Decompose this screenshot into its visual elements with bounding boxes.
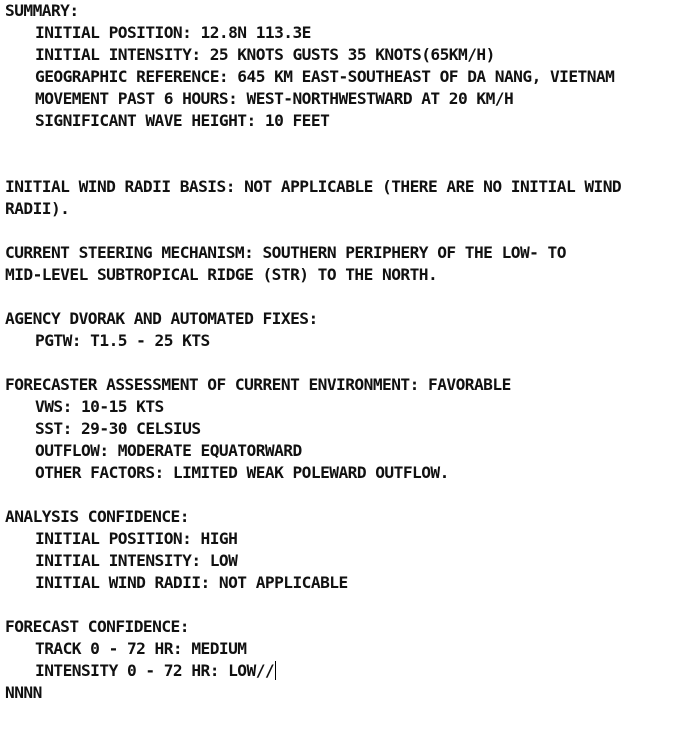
text-line-vws: VWS: 10-15 KTS xyxy=(35,397,164,416)
blank-line xyxy=(5,220,681,242)
section-heading-environment: FORECASTER ASSESSMENT OF CURRENT ENVIRONMENT: FAVORABLE xyxy=(5,375,511,394)
text-line-other-factors: OTHER FACTORS: LIMITED WEAK POLEWARD OUTFLOW. xyxy=(35,463,449,482)
text-line-steering-mechanism-cont: MID-LEVEL SUBTROPICAL RIDGE (STR) TO THE NORTH. xyxy=(5,265,438,284)
blank-line xyxy=(5,352,681,374)
section-heading-summary: SUMMARY: xyxy=(5,1,79,20)
text-line-geographic-reference: GEOGRAPHIC REFERENCE: 645 KM EAST-SOUTHEAST OF DA NANG, VIETNAM xyxy=(35,67,615,86)
text-line-wind-radii-basis-cont: RADII). xyxy=(5,199,70,218)
section-heading-analysis-confidence: ANALYSIS CONFIDENCE: xyxy=(5,507,189,526)
text-line-movement: MOVEMENT PAST 6 HOURS: WEST-NORTHWESTWARD AT 20 KM/H xyxy=(35,89,514,108)
blank-line xyxy=(5,154,681,176)
section-heading-forecast-confidence: FORECAST CONFIDENCE: xyxy=(5,617,189,636)
end-marker: NNNN xyxy=(5,683,42,702)
text-line-outflow: OUTFLOW: MODERATE EQUATORWARD xyxy=(35,441,302,460)
section-heading-dvorak-fixes: AGENCY DVORAK AND AUTOMATED FIXES: xyxy=(5,309,318,328)
text-line-initial-position: INITIAL POSITION: 12.8N 113.3E xyxy=(35,23,311,42)
text-line-confidence-wind-radii: INITIAL WIND RADII: NOT APPLICABLE xyxy=(35,573,348,592)
text-line-track-confidence: TRACK 0 - 72 HR: MEDIUM xyxy=(35,639,247,658)
text-line-confidence-position: INITIAL POSITION: HIGH xyxy=(35,529,238,548)
blank-line xyxy=(5,286,681,308)
text-line-confidence-intensity: INITIAL INTENSITY: LOW xyxy=(35,551,238,570)
blank-line xyxy=(5,132,681,154)
text-line-initial-intensity: INITIAL INTENSITY: 25 KNOTS GUSTS 35 KNOTS(65KM/H) xyxy=(35,45,495,64)
blank-line xyxy=(5,484,681,506)
text-line-steering-mechanism: CURRENT STEERING MECHANISM: SOUTHERN PERIPHERY OF THE LOW- TO xyxy=(5,243,566,262)
text-line-wave-height: SIGNIFICANT WAVE HEIGHT: 10 FEET xyxy=(35,111,330,130)
text-line-intensity-confidence-row xyxy=(5,660,681,682)
text-line-pgtw-fix: PGTW: T1.5 - 25 KTS xyxy=(35,331,210,350)
text-line-wind-radii-basis: INITIAL WIND RADII BASIS: NOT APPLICABLE (THERE ARE NO INITIAL WIND xyxy=(5,177,622,196)
blank-line xyxy=(5,594,681,616)
text-cursor xyxy=(275,661,276,680)
warning-text-document[interactable] xyxy=(5,0,681,704)
text-line-sst: SST: 29-30 CELSIUS xyxy=(35,419,201,438)
text-line-intensity-confidence: INTENSITY 0 - 72 HR: LOW// xyxy=(35,661,275,680)
